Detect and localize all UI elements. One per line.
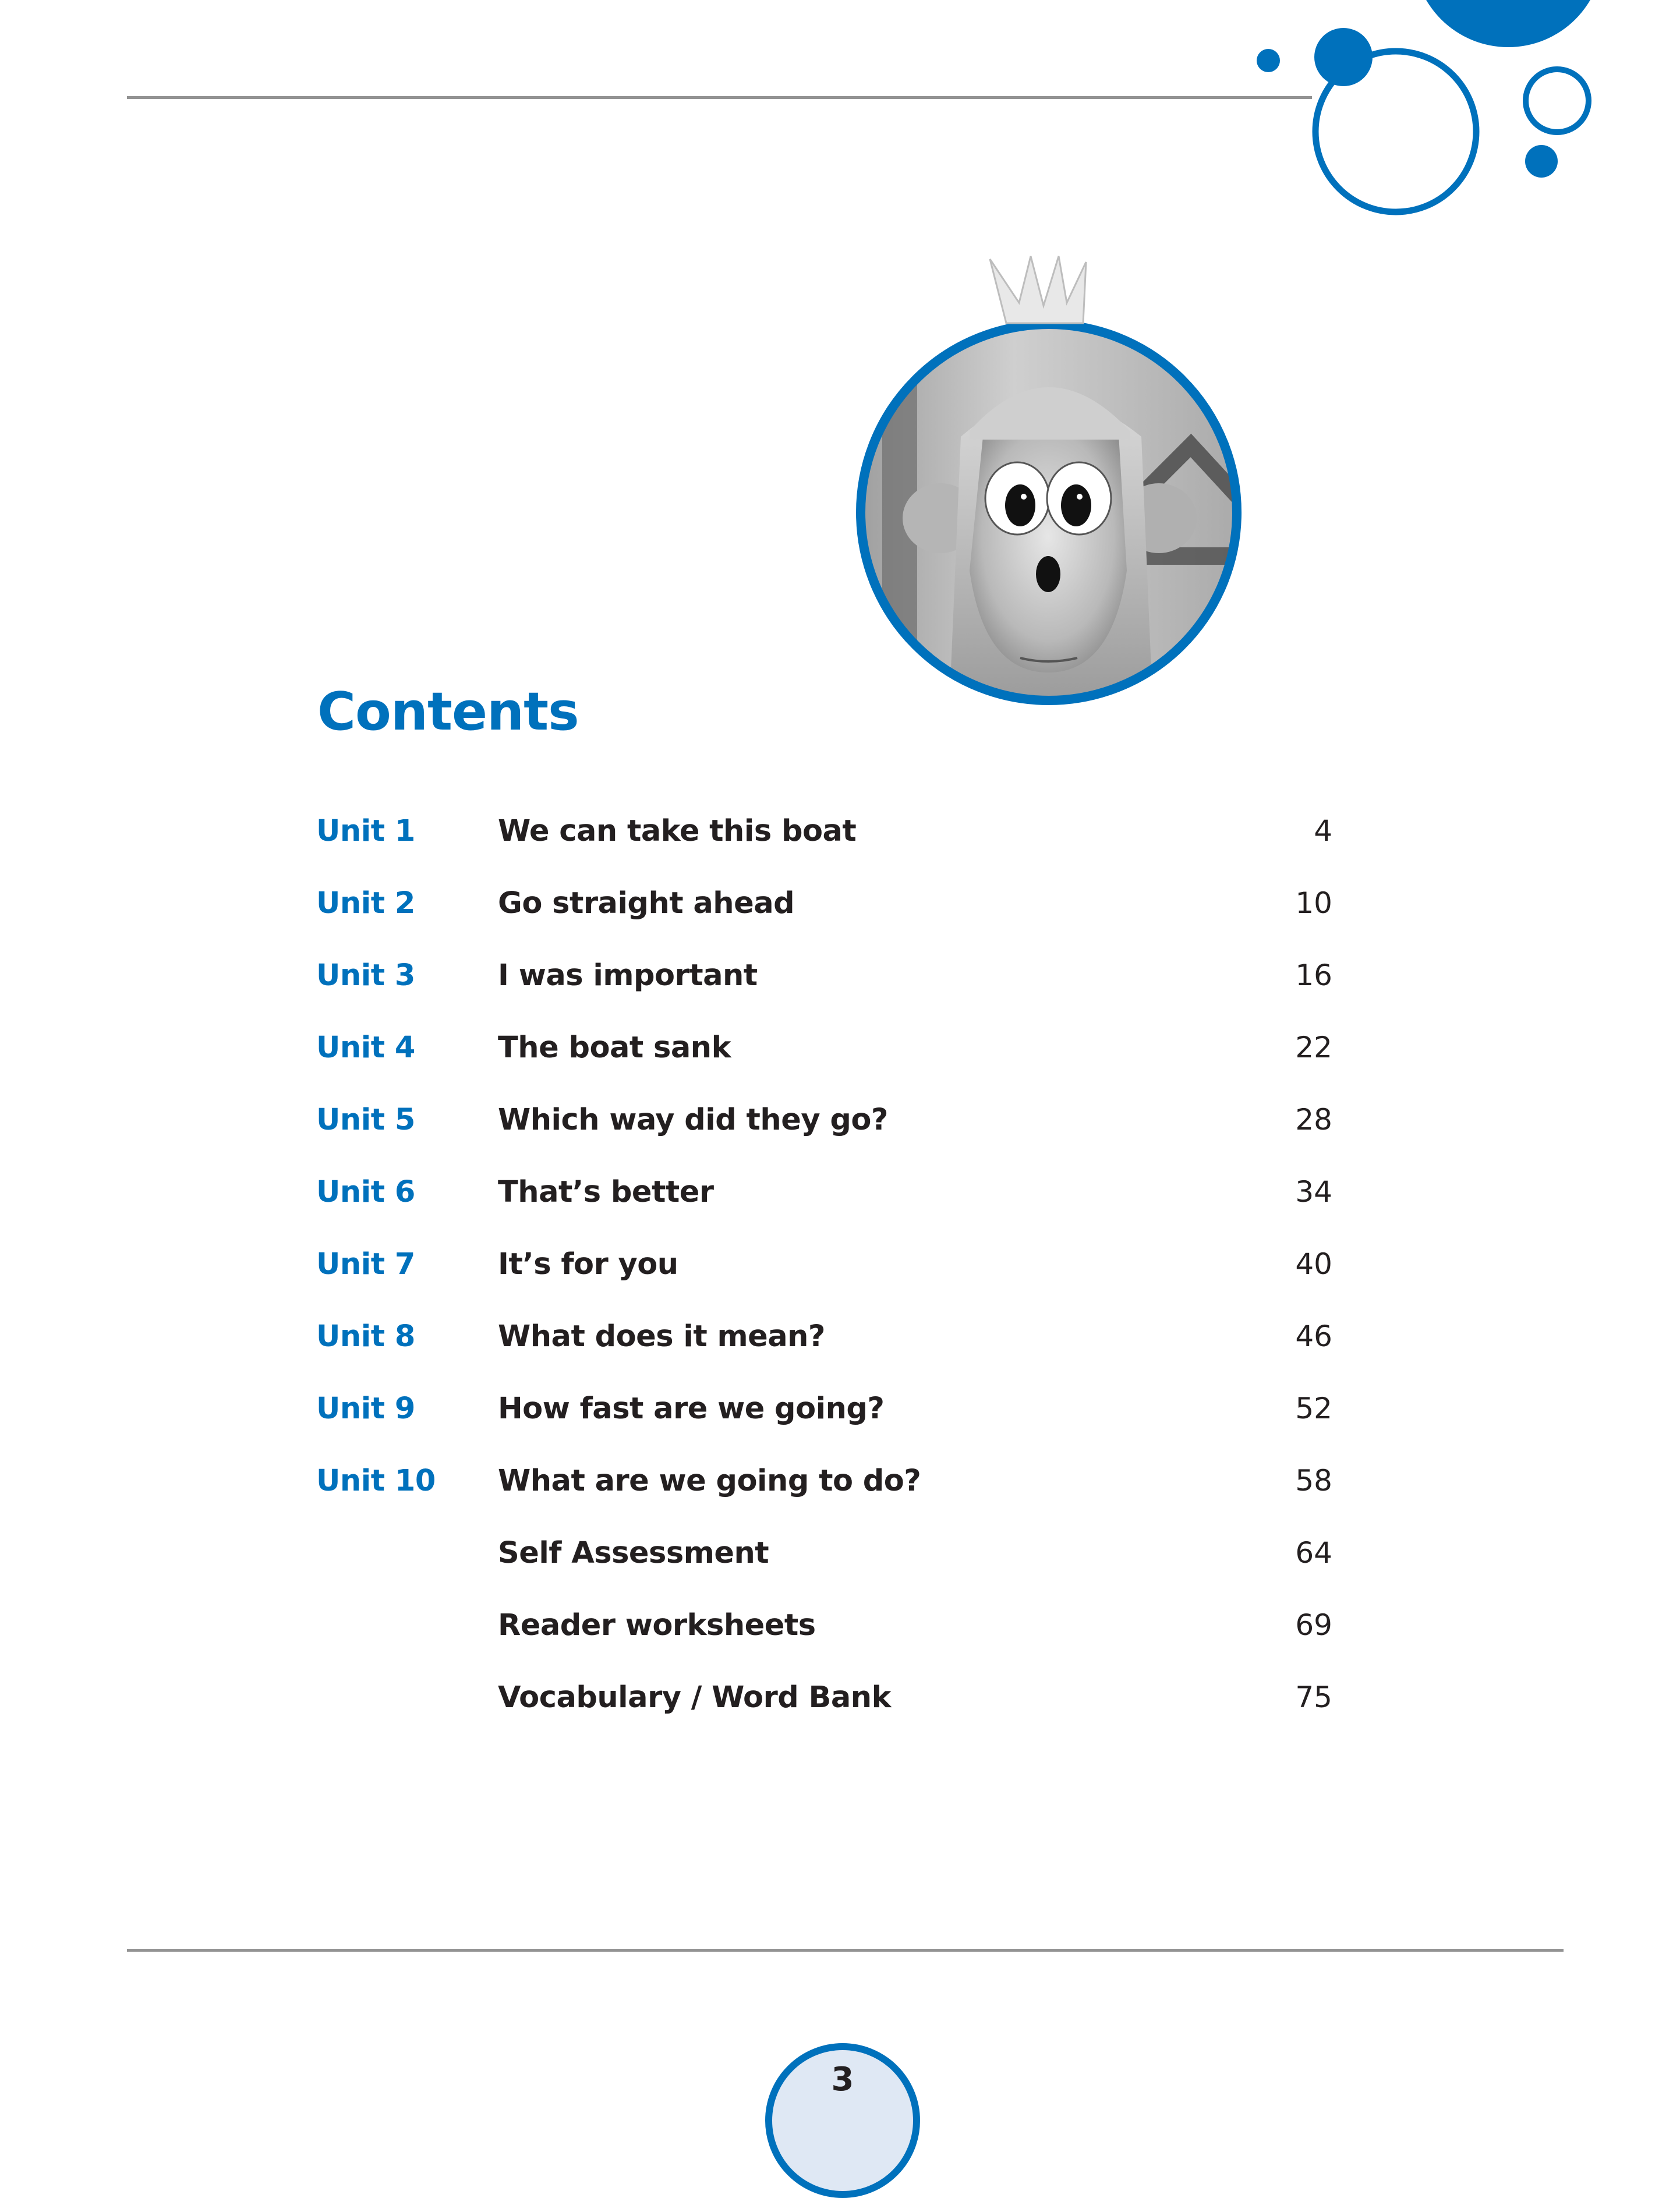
toc-page-number: 64: [1295, 1536, 1332, 1570]
toc-unit-label: Unit 7: [316, 1247, 415, 1282]
princess-character-portrait-icon: [839, 245, 1258, 710]
toc-entry[interactable]: [0, 1464, 1680, 1510]
toc-entry[interactable]: [0, 886, 1680, 933]
toc-entry[interactable]: [0, 1536, 1680, 1583]
toc-entry[interactable]: [0, 1175, 1680, 1222]
decorative-bubbles: [0, 0, 1680, 245]
toc-entry-title: Which way did they go?: [498, 1103, 888, 1137]
page-number-badge: [765, 2043, 920, 2198]
toc-page-number: 40: [1295, 1247, 1332, 1281]
toc-unit-label: Unit 1: [316, 814, 415, 848]
toc-page-number: 46: [1295, 1319, 1332, 1353]
toc-entry-title: It’s for you: [498, 1247, 678, 1282]
toc-entry[interactable]: [0, 814, 1680, 861]
toc-entry-title: Go straight ahead: [498, 886, 795, 921]
toc-entry-title: What are we going to do?: [498, 1464, 921, 1498]
bubble-medium-filled: [1314, 28, 1373, 86]
toc-entry-title: We can take this boat: [498, 814, 857, 848]
toc-entry-title: How fast are we going?: [498, 1392, 885, 1426]
toc-entry[interactable]: [0, 1608, 1680, 1655]
bubble-tiny-dot: [1257, 49, 1280, 72]
toc-unit-label: Unit 5: [316, 1103, 415, 1137]
toc-unit-label: Unit 8: [316, 1319, 415, 1354]
toc-entry[interactable]: [0, 1392, 1680, 1438]
toc-page-number: 28: [1295, 1103, 1332, 1137]
toc-page-number: 4: [1314, 814, 1332, 848]
toc-entry-title: Self Assessment: [498, 1536, 769, 1570]
toc-entry[interactable]: [0, 1247, 1680, 1294]
toc-entry[interactable]: [0, 1680, 1680, 1727]
toc-entry[interactable]: [0, 1103, 1680, 1149]
toc-entry[interactable]: [0, 1319, 1680, 1366]
toc-entry-title: Vocabulary / Word Bank: [498, 1680, 892, 1715]
page-title: Contents: [317, 681, 579, 742]
toc-entry[interactable]: [0, 1031, 1680, 1077]
toc-unit-label: Unit 3: [316, 958, 415, 993]
bubble-large-filled: [1413, 0, 1603, 47]
toc-entry[interactable]: [0, 958, 1680, 1005]
bubble-small-ring: [1526, 69, 1589, 132]
toc-page-number: 75: [1295, 1680, 1332, 1714]
toc-unit-label: Unit 10: [316, 1464, 436, 1498]
toc-unit-label: Unit 6: [316, 1175, 415, 1209]
toc-page-number: 69: [1295, 1608, 1332, 1642]
toc-unit-label: Unit 9: [316, 1392, 415, 1426]
toc-entry-title: What does it mean?: [498, 1319, 826, 1354]
toc-page-number: 10: [1295, 886, 1332, 920]
toc-page-number: 22: [1295, 1031, 1332, 1064]
toc-page-number: 58: [1295, 1464, 1332, 1498]
toc-page-number: 52: [1295, 1392, 1332, 1425]
bottom-rule: [127, 1949, 1564, 1952]
toc-unit-label: Unit 2: [316, 886, 415, 921]
toc-unit-label: Unit 4: [316, 1031, 415, 1065]
page-number: 3: [831, 2061, 854, 2098]
toc-entry-title: I was important: [498, 958, 758, 993]
toc-entry-title: The boat sank: [498, 1031, 731, 1065]
bubble-small-filled: [1525, 145, 1558, 178]
toc-page-number: 34: [1295, 1175, 1332, 1209]
toc-entry-title: That’s better: [498, 1175, 714, 1209]
toc-entry-title: Reader worksheets: [498, 1608, 816, 1643]
character-portrait: [839, 245, 1258, 710]
toc-page-number: 16: [1295, 958, 1332, 992]
